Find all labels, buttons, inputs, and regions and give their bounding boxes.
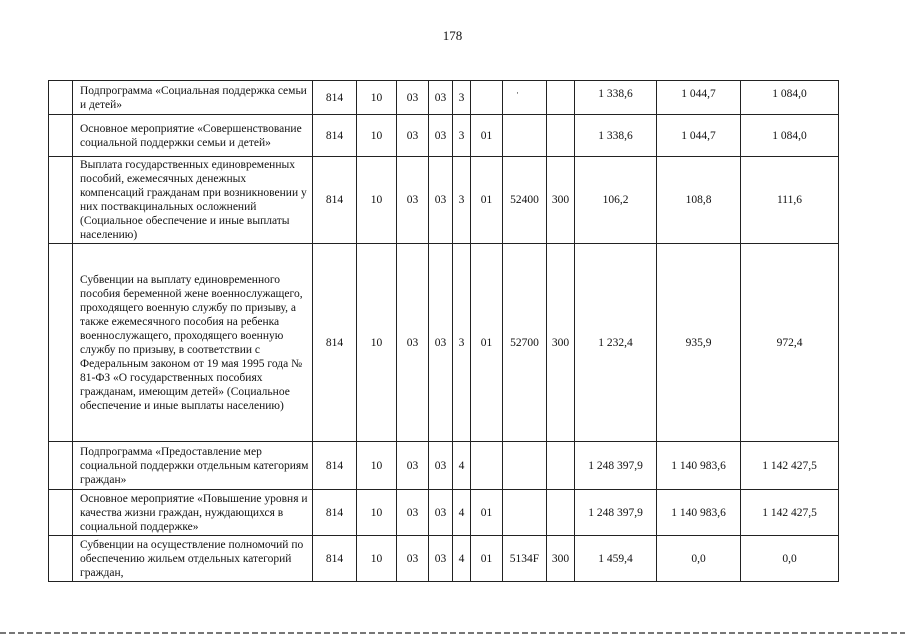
csr-direction-cell (503, 490, 547, 536)
pr-cell: 03 (397, 157, 429, 244)
budget-table (48, 80, 839, 582)
vr-cell: 300 (547, 536, 575, 582)
vr-cell (547, 81, 575, 115)
amount-year3: 1 084,0 (741, 115, 839, 157)
csr-subprogram-cell: 4 (453, 490, 471, 536)
pr-cell: 03 (397, 442, 429, 490)
vr-cell (547, 490, 575, 536)
amount-year2: 1 140 983,6 (657, 490, 741, 536)
amount-year2: 935,9 (657, 244, 741, 442)
amount-year3: 111,6 (741, 157, 839, 244)
ved-cell: 814 (313, 490, 357, 536)
amount-year1: 1 248 397,9 (575, 442, 657, 490)
csr-program-cell: 03 (429, 442, 453, 490)
csr-subprogram-cell: 4 (453, 442, 471, 490)
table-row (49, 157, 839, 244)
csr-program-cell: 03 (429, 157, 453, 244)
ved-cell: 814 (313, 244, 357, 442)
pr-cell: 03 (397, 81, 429, 115)
vr-cell (547, 115, 575, 157)
amount-year3: 1 142 427,5 (741, 442, 839, 490)
csr-direction-cell: 52700 (503, 244, 547, 442)
ved-cell: 814 (313, 115, 357, 157)
row-number-cell (49, 157, 73, 244)
row-number-cell (49, 490, 73, 536)
csr-event-cell (471, 442, 503, 490)
row-number-cell (49, 536, 73, 582)
rz-cell: 10 (357, 81, 397, 115)
amount-year1: 1 338,6 (575, 115, 657, 157)
amount-year1: 1 232,4 (575, 244, 657, 442)
table-row (49, 536, 839, 582)
amount-year1: 106,2 (575, 157, 657, 244)
amount-year2: 1 044,7 (657, 81, 741, 115)
amount-year3: 1 142 427,5 (741, 490, 839, 536)
amount-year2: 0,0 (657, 536, 741, 582)
csr-direction-cell (503, 442, 547, 490)
ved-cell: 814 (313, 81, 357, 115)
amount-year1: 1 459,4 (575, 536, 657, 582)
ved-cell: 814 (313, 442, 357, 490)
csr-subprogram-cell: 3 (453, 244, 471, 442)
table-row (49, 81, 839, 115)
amount-year2: 1 044,7 (657, 115, 741, 157)
csr-direction-cell (503, 81, 547, 115)
pr-cell: 03 (397, 244, 429, 442)
csr-event-cell: 01 (471, 490, 503, 536)
csr-direction-cell: 52400 (503, 157, 547, 244)
rz-cell: 10 (357, 490, 397, 536)
csr-event-cell: 01 (471, 115, 503, 157)
csr-subprogram-cell: 3 (453, 81, 471, 115)
rz-cell: 10 (357, 157, 397, 244)
row-number-cell (49, 115, 73, 157)
amount-year3: 972,4 (741, 244, 839, 442)
csr-direction-cell (503, 115, 547, 157)
scan-edge-line (0, 632, 905, 634)
row-name: Основное мероприятие «Повышение уровня и качества жизни граждан, нуждающихся в социальной поддержке» (73, 490, 313, 536)
csr-event-cell: 01 (471, 536, 503, 582)
vr-cell: 300 (547, 244, 575, 442)
rz-cell: 10 (357, 536, 397, 582)
row-name: Выплата государственных единовременных пособий, ежемесячных денежных компенсаций гражданам при возникновении у них поствакцинальных осложнений (Социальное обеспечение и иные выплаты населению) (73, 157, 313, 244)
csr-program-cell: 03 (429, 81, 453, 115)
rz-cell: 10 (357, 115, 397, 157)
row-number-cell (49, 244, 73, 442)
table-row (49, 490, 839, 536)
row-name: Субвенции на осуществление полномочий по обеспечению жильем отдельных категорий граждан, (73, 536, 313, 582)
csr-program-cell: 03 (429, 536, 453, 582)
row-name: Субвенции на выплату единовременного пособия беременной жене военнослужащего, проходящего военную службу по призыву, а также ежемесячного пособия на ребенка военнослужащего, проходящего военную службу по призыву, в соответствии с Федеральным законом от 19 мая 1995 года № 81-ФЗ «О государственных пособиях гражданам, имеющим детей» (Социальное обеспечение и иные выплаты населению) (73, 244, 313, 442)
csr-program-cell: 03 (429, 490, 453, 536)
csr-subprogram-cell: 3 (453, 115, 471, 157)
vr-cell (547, 442, 575, 490)
pr-cell: 03 (397, 115, 429, 157)
csr-subprogram-cell: 3 (453, 157, 471, 244)
rz-cell: 10 (357, 244, 397, 442)
csr-event-cell (471, 81, 503, 115)
scan-mark: · (516, 88, 519, 98)
pr-cell: 03 (397, 536, 429, 582)
row-number-cell (49, 442, 73, 490)
ved-cell: 814 (313, 536, 357, 582)
row-name: Подпрограмма «Предоставление мер социальной поддержки отдельным категориям граждан» (73, 442, 313, 490)
amount-year1: 1 338,6 (575, 81, 657, 115)
row-name: Основное мероприятие «Совершенствование социальной поддержки семьи и детей» (73, 115, 313, 157)
rz-cell: 10 (357, 442, 397, 490)
csr-program-cell: 03 (429, 244, 453, 442)
page-number: 178 (442, 28, 463, 43)
amount-year1: 1 248 397,9 (575, 490, 657, 536)
row-name: Подпрограмма «Социальная поддержка семьи и детей» (73, 81, 313, 115)
vr-cell: 300 (547, 157, 575, 244)
amount-year2: 1 140 983,6 (657, 442, 741, 490)
table-row (49, 244, 839, 442)
csr-subprogram-cell: 4 (453, 536, 471, 582)
ved-cell: 814 (313, 157, 357, 244)
table-row (49, 442, 839, 490)
row-number-cell (49, 81, 73, 115)
amount-year3: 1 084,0 (741, 81, 839, 115)
amount-year3: 0,0 (741, 536, 839, 582)
amount-year2: 108,8 (657, 157, 741, 244)
csr-event-cell: 01 (471, 244, 503, 442)
csr-event-cell: 01 (471, 157, 503, 244)
pr-cell: 03 (397, 490, 429, 536)
csr-program-cell: 03 (429, 115, 453, 157)
table-row (49, 115, 839, 157)
csr-direction-cell: 5134F (503, 536, 547, 582)
